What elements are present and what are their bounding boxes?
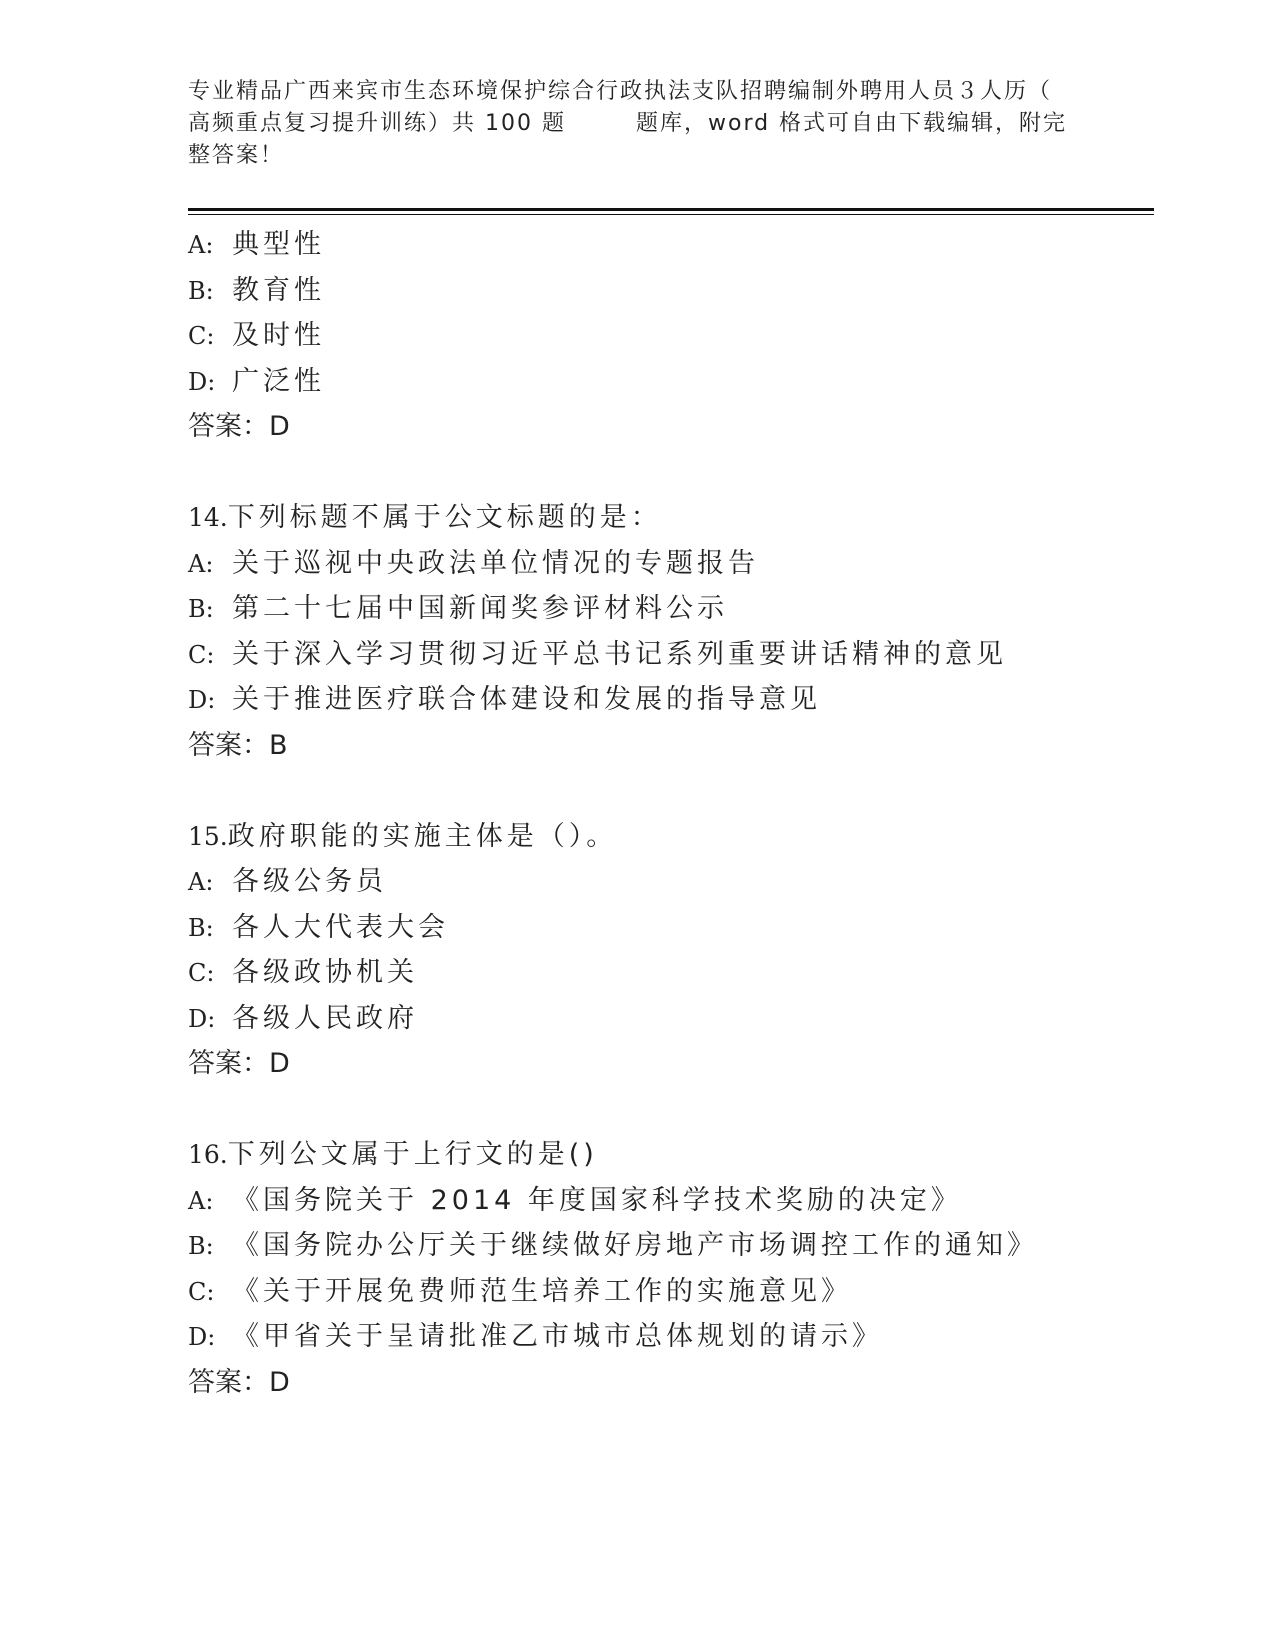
option-label: D: bbox=[188, 367, 216, 396]
option-text: 各级人民政府 bbox=[232, 1002, 418, 1034]
option-b bbox=[188, 268, 1148, 314]
option-text: 教育性 bbox=[232, 274, 325, 306]
question-stem bbox=[188, 1132, 1148, 1178]
question-16 bbox=[188, 1132, 1148, 1405]
option-label: B: bbox=[188, 1232, 214, 1260]
header-line-2-part-a: 高频重点复习提升训练）共 100 题 bbox=[188, 111, 566, 136]
option-label: C: bbox=[188, 1277, 215, 1306]
option-c bbox=[188, 313, 1148, 359]
option-text: 第二十七届中国新闻奖参评材料公示 bbox=[232, 593, 728, 624]
option-c bbox=[188, 950, 1148, 996]
answer-line: 答案：D bbox=[188, 411, 290, 442]
question-number: 16. bbox=[188, 1140, 228, 1169]
header-line-3: 整答案！ bbox=[188, 143, 285, 168]
question-list bbox=[188, 222, 1148, 1405]
question-14 bbox=[188, 495, 1148, 768]
option-text: 各级政协机关 bbox=[232, 957, 418, 988]
option-text: 各人大代表大会 bbox=[232, 911, 449, 943]
option-b bbox=[188, 905, 1148, 951]
option-label: D: bbox=[188, 1323, 216, 1351]
option-label: B: bbox=[188, 913, 214, 942]
option-d bbox=[188, 996, 1148, 1042]
question-text: 下列公文属于上行文的是() bbox=[227, 1139, 598, 1170]
option-label: D: bbox=[188, 686, 216, 714]
answer-line: 答案：D bbox=[188, 1366, 290, 1398]
option-text: 及时性 bbox=[232, 320, 325, 351]
option-label: C: bbox=[188, 959, 215, 987]
option-text: 典型性 bbox=[232, 229, 325, 260]
header-line-1: 专业精品广西来宾市生态环境保护综合行政执法支队招聘编制外聘用人员３人历（ bbox=[188, 79, 1053, 104]
option-a bbox=[188, 222, 1148, 268]
option-label: C: bbox=[188, 640, 215, 669]
option-label: A: bbox=[188, 868, 214, 896]
option-text: 《关于开展免费师范生培养工作的实施意见》 bbox=[232, 1275, 852, 1307]
question-number: 14. bbox=[188, 503, 228, 532]
question-text: 下列标题不属于公文标题的是： bbox=[227, 502, 662, 533]
option-text: 关于巡视中央政法单位情况的专题报告 bbox=[232, 547, 759, 579]
option-text: 《国务院办公厅关于继续做好房地产市场调控工作的通知》 bbox=[232, 1230, 1038, 1261]
option-text: 广泛性 bbox=[232, 365, 325, 397]
option-c bbox=[188, 632, 1148, 678]
option-c bbox=[188, 1269, 1148, 1315]
document-header bbox=[188, 76, 1088, 172]
option-text: 《甲省关于呈请批准乙市城市总体规划的请示》 bbox=[232, 1321, 883, 1352]
question-stem bbox=[188, 814, 1148, 860]
question-15 bbox=[188, 814, 1148, 1087]
option-label: C: bbox=[188, 322, 215, 350]
option-text: 关于深入学习贯彻习近平总书记系列重要讲话精神的意见 bbox=[232, 638, 1007, 670]
option-text: 各级公务员 bbox=[232, 866, 387, 897]
option-b bbox=[188, 586, 1148, 632]
option-d bbox=[188, 677, 1148, 723]
option-label: B: bbox=[188, 276, 214, 305]
option-a bbox=[188, 859, 1148, 905]
header-divider-thin bbox=[188, 214, 1154, 215]
option-label: A: bbox=[188, 549, 214, 578]
option-label: A: bbox=[188, 231, 214, 259]
option-d bbox=[188, 1314, 1148, 1360]
option-label: A: bbox=[188, 1186, 214, 1215]
answer-line: 答案：B bbox=[188, 729, 288, 761]
answer-line: 答案：D bbox=[188, 1048, 290, 1079]
header-divider-thick bbox=[188, 208, 1154, 211]
option-text: 关于推进医疗联合体建设和发展的指导意见 bbox=[232, 684, 821, 715]
question-text: 政府职能的实施主体是（）。 bbox=[227, 820, 618, 852]
question-13 bbox=[188, 222, 1148, 450]
question-number: 15. bbox=[188, 821, 228, 851]
option-d bbox=[188, 359, 1148, 405]
option-a bbox=[188, 1178, 1148, 1224]
option-b bbox=[188, 1223, 1148, 1269]
question-stem bbox=[188, 495, 1148, 541]
option-label: B: bbox=[188, 595, 214, 623]
option-label: D: bbox=[188, 1004, 216, 1033]
option-text: 《国务院关于 2014 年度国家科学技术奖励的决定》 bbox=[232, 1184, 962, 1216]
header-line-2 bbox=[188, 108, 1088, 140]
header-line-2-part-b: 题库，word 格式可自由下载编辑，附完 bbox=[635, 111, 1068, 136]
option-a bbox=[188, 541, 1148, 587]
